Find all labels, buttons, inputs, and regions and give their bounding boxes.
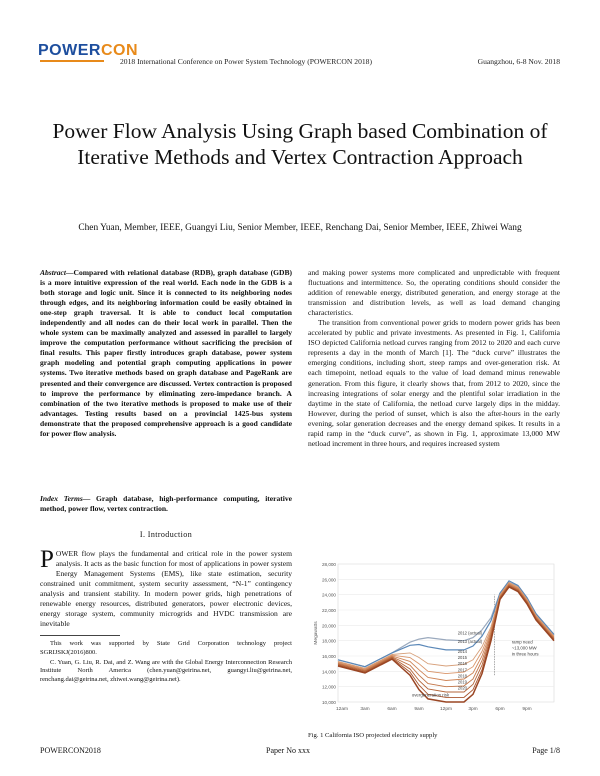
series-label: 2014 xyxy=(457,648,468,654)
drop-cap: P xyxy=(40,546,54,573)
footnotes xyxy=(40,640,292,686)
section-heading-introduction: I. Introduction xyxy=(139,530,193,539)
index-terms-text: — Graph database, high-performance computing, iterative method, power flow, vertex contraction. xyxy=(40,494,293,514)
y-tick-label: 18,000 xyxy=(321,638,336,644)
series-label: 2016 xyxy=(457,661,468,667)
plot-area xyxy=(338,564,554,702)
footnote-rule xyxy=(40,635,120,636)
y-tick-label: 20,000 xyxy=(321,623,336,629)
y-tick-label: 28,000 xyxy=(321,562,336,567)
y-axis-label: Megawatts xyxy=(314,621,319,645)
series-label: 2020 xyxy=(457,685,468,691)
footer-left: POWERCON2018 xyxy=(40,746,101,755)
y-tick-label: 12,000 xyxy=(321,684,336,690)
x-tick-label: 6am xyxy=(387,707,397,712)
duck-curve-chart xyxy=(308,556,560,726)
figure-1 xyxy=(308,556,560,726)
introduction-text: OWER flow plays the fundamental and critical role in the power system analysis. It acts as the basic function for most of applications in power system Energy Management Systems (EMS), like state estimation, security constrained unit commitment, system security assessment, “N-1” contingency analysis and transient stability. In modern power grids, high penetrations of renewable energy resources, distributed generators, power electronic devices, energy storage system, community microgrids and HVDC transmission are inevitable xyxy=(40,549,292,629)
y-tick-label: 24,000 xyxy=(321,592,336,598)
author-list: Chen Yuan, Member, IEEE, Guangyi Liu, Senior Member, IEEE, Renchang Dai, Senior Member, IEEE, Zhiwei Wang xyxy=(78,223,522,233)
footnote-affiliation: C. Yuan, G. Liu, R. Dai, and Z. Wang are with the Global Energy Interconnection Research Institute North America (chen.yuan@geirina.net, guangyi.liu@geirina.net, renchang.dai@geirina.net, zhiwei.wang@geirina.net). xyxy=(40,658,292,684)
series-label: 2019 xyxy=(457,679,468,685)
series-label: 2013 (actual) xyxy=(457,638,483,644)
ramp-annotation-line: ramp need xyxy=(511,639,533,645)
series-label: 2012 (actual) xyxy=(457,630,483,636)
right-paragraph-1: and making power systems more complicated and unpredictable with frequent fluctuations and intermittence. So, the operating conditions should consider the addition of renewable energy, distributed generation, and energy storage at the transmission and distribution levels, as well as load demand changing characteristics. xyxy=(308,268,560,318)
x-tick-label: 9am xyxy=(414,707,424,712)
y-tick-label: 22,000 xyxy=(321,608,336,613)
right-paragraph-2: The transition from conventional power grids to modern power grids has been accelerated by public and private investments. As presented in Fig. 1, California ISO depicted California netload curves ranging from 2012 to 2020 and each curve represents a day in the month of March [1]. The “duck curve” illustrates the emerging conditions, including short, steep ramps and over-generation risk. At each timepoint, netload equals to the value of load demand minus renewable generation. From this figure, it clearly shows that, from 2012 to 2020, since the increasing integrations of solar energy and the plentiful solar irradiation in the daytime in the state of California, the netload curve largely dips in the midday. However, during the period of sunset, which is also the after-hours in the early evening, solar generation decreases and the energy demand spikes. It results in a rapid ramp in the “duck curve”, as shown in Fig. 1, approximate 13,000 MW netload increment in three hours, and requires increased system xyxy=(308,318,560,448)
ramp-annotation-line: ~13,000 MW xyxy=(511,645,537,651)
ramp-annotation-line: in three hours xyxy=(511,651,539,657)
x-tick-label: 6pm xyxy=(495,707,505,712)
y-tick-label: 14,000 xyxy=(321,669,336,675)
index-terms-label: Index Terms xyxy=(40,494,83,503)
right-column-text xyxy=(308,268,560,449)
x-tick-label: 3am xyxy=(360,707,370,712)
logo-underline xyxy=(40,60,104,62)
footer-page-number: Page 1/8 xyxy=(532,746,560,755)
y-tick-label: 26,000 xyxy=(321,577,336,583)
footer-paper-number: Paper No xxx xyxy=(266,746,310,755)
x-tick-label: 12am xyxy=(336,707,348,712)
paper-title: Power Flow Analysis Using Graph based Combination of Iterative Methods and Vertex Contraction Approach xyxy=(52,119,548,169)
x-tick-label: 12pm xyxy=(440,707,452,712)
abstract-label: Abstract xyxy=(40,268,66,277)
abstract-text: —Compared with relational database (RDB), graph database (GDB) is a more intuitive expression of the real world. Each node in the GDB is a both storage and logic unit. Since it is connected to its neighboring nodes through edges, and its neighboring information could be easily obtained in one-step graph traversal. It is able to conduct local computation independently and all nodes can do their local work in parallel. Then the whole system can be maximally analyzed and assessed in parallel to largely improve the computation performance without sacrificing the precision of final results. This paper firstly introduces graph database, power system graph modeling and potential graph computing applications in power systems. Two iterative methods based on graph database and PageRank are presented and their convergence are discussed. Vertex contraction is proposed to improve the performance by eliminating zero-impedance branch. A combination of the two iterative methods is proposed to make use of their advantages. Testing results based on a provincial 1425-bus system demonstrate that the proposed comprehensive approach is a good candidate for power flow analysis. xyxy=(40,268,292,438)
abstract xyxy=(40,268,292,439)
series-label: 2018 xyxy=(457,673,468,679)
x-tick-label: 9pm xyxy=(522,707,532,712)
conference-location-date: Guangzhou, 6-8 Nov. 2018 xyxy=(477,57,560,66)
index-terms xyxy=(40,494,292,514)
x-tick-label: 3pm xyxy=(468,707,478,712)
logo-text-con: CON xyxy=(100,42,139,59)
y-tick-label: 16,000 xyxy=(321,654,336,659)
introduction-paragraph xyxy=(40,546,292,629)
y-tick-label: 10,000 xyxy=(321,700,336,705)
series-label: 2017 xyxy=(457,667,468,673)
figure-caption: Fig. 1 California ISO projected electricity supply xyxy=(308,732,438,739)
conference-name: 2018 International Conference on Power System Technology (POWERCON 2018) xyxy=(120,57,372,66)
series-label: 2015 xyxy=(457,655,468,661)
footnote-funding: This work was supported by State Grid Corporation technology project SGRIJSKJ(2016)800. xyxy=(40,640,292,656)
logo-text-power: POWER xyxy=(38,42,101,59)
overgeneration-annotation: overgeneration risk xyxy=(411,692,450,698)
